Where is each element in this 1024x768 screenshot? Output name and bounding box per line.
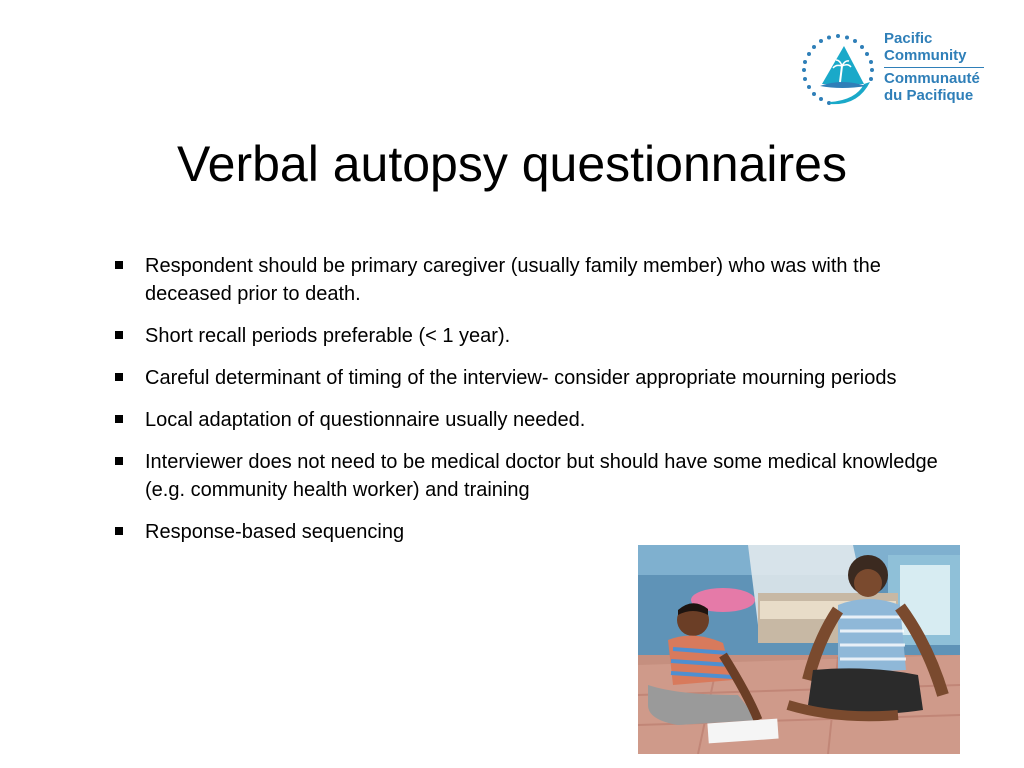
bullet-item (112, 364, 942, 392)
bullet-item (112, 518, 942, 546)
interview-photo-illustration (638, 545, 960, 754)
pacific-community-logo (800, 28, 1000, 114)
interview-photo (638, 545, 960, 754)
bullet-text: Short recall periods preferable (< 1 year). (145, 325, 511, 347)
bullet-item (112, 448, 942, 504)
bullet-text: Interviewer does not need to be medical doctor but should have some medical knowledge (e.g. community health worker) and training (145, 451, 938, 501)
bullet-text: Respondent should be primary caregiver (usually family member) who was with the deceased prior to death. (145, 255, 881, 305)
logo-line-du-pacifique: du Pacifique (884, 87, 974, 104)
bullet-text: Response-based sequencing (145, 521, 405, 543)
pacific-community-emblem-icon (800, 32, 876, 108)
logo-wordmark (884, 30, 984, 104)
bullet-square-icon (115, 261, 123, 269)
logo-line-communaute: Communauté (884, 70, 980, 87)
bullet-square-icon (115, 457, 123, 465)
logo-line-pacific: Pacific (884, 30, 933, 47)
bullet-item (112, 252, 942, 308)
logo-line-community: Community (884, 47, 967, 64)
bullet-square-icon (115, 373, 123, 381)
slide-title: Verbal autopsy questionnaires (177, 136, 847, 192)
bullet-text: Local adaptation of questionnaire usually needed. (145, 409, 586, 431)
bullet-square-icon (115, 415, 123, 423)
bullet-square-icon (115, 527, 123, 535)
bullet-square-icon (115, 331, 123, 339)
bullet-list (112, 252, 942, 560)
bullet-item (112, 322, 942, 350)
logo-divider (884, 67, 984, 68)
bullet-text: Careful determinant of timing of the interview- consider appropriate mourning periods (145, 367, 897, 389)
bullet-item (112, 406, 942, 434)
